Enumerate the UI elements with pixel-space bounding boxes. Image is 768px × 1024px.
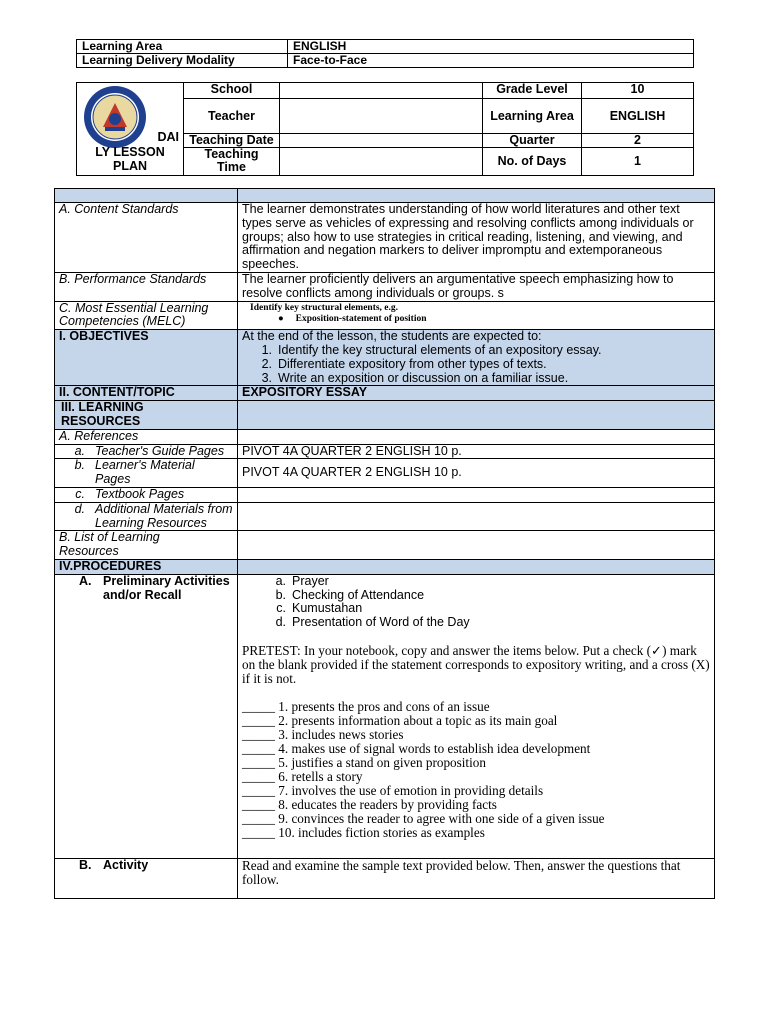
ref-teachers-guide: a. Teacher's Guide Pages — [55, 444, 238, 459]
prelim-item: b. Checking of Attendance — [275, 587, 425, 602]
content-standards-label: A. Content Standards — [55, 203, 238, 273]
days-label: No. of Days — [483, 148, 582, 176]
learning-area-header-value: ENGLISH — [582, 99, 694, 134]
melc-line-2: Exposition-statement of position — [295, 313, 427, 324]
performance-standards-text: The learner proficiently delivers an argumentative speech emphasizing how to resolve conflicts among individuals or groups. s — [238, 272, 715, 301]
preliminary-activities: A. Preliminary Activities and/or Recall — [55, 574, 238, 858]
pretest-item: _____ 9. convinces the reader to agree with one side of a given issue — [242, 810, 605, 826]
pretest-item: _____ 10. includes fiction stories as examples — [242, 824, 485, 840]
learning-resources-value — [238, 401, 715, 430]
pretest-item: _____ 4. makes use of signal words to establish idea development — [242, 740, 591, 756]
prelim-item: a. Prayer — [275, 573, 329, 588]
teaching-date-label: Teaching Date — [184, 134, 280, 148]
pretest-item: _____ 5. justifies a stand on given proposition — [242, 754, 486, 770]
pretest-item: _____ 6. retells a story — [242, 768, 363, 784]
references-value — [238, 429, 715, 444]
ref-teachers-guide-value: PIVOT 4A QUARTER 2 ENGLISH 10 p. — [238, 444, 715, 459]
deped-seal-logo — [83, 85, 147, 152]
teaching-time-value — [280, 148, 483, 176]
objective-item: 3. Write an exposition or discussion on a familiar issue. — [261, 370, 569, 385]
references-label: A. References — [55, 429, 238, 444]
quarter-label: Quarter — [483, 134, 582, 148]
title-line-2: LY LESSON — [95, 145, 165, 159]
list-resources-label: B. List of Learning Resources — [55, 531, 238, 560]
objective-item: 1. Identify the key structural elements of an expository essay. — [261, 342, 602, 357]
ref-additional-materials: d. Additional Materials from Learning Resources — [55, 502, 238, 531]
melc-label: C. Most Essential Learning Competencies (MELC) — [55, 301, 238, 330]
objectives-label: I. OBJECTIVES — [55, 330, 238, 386]
grade-level-value: 10 — [582, 83, 694, 99]
teacher-value — [280, 99, 483, 134]
logo-cell — [77, 83, 184, 176]
title-line-1: DAI — [157, 130, 179, 144]
melc-text — [238, 301, 715, 330]
objectives-list — [242, 344, 710, 385]
procedures-value — [238, 559, 715, 574]
preliminary-list — [242, 575, 710, 630]
delivery-modality-value: Face-to-Face — [288, 54, 694, 68]
preliminary-content — [238, 574, 715, 858]
content-topic-value: EXPOSITORY ESSAY — [238, 386, 715, 401]
performance-standards-label: B. Performance Standards — [55, 272, 238, 301]
melc-line-2-item — [242, 314, 710, 325]
activity-text: Read and examine the sample text provided below. Then, answer the questions that follow. — [238, 858, 715, 898]
quarter-value: 2 — [582, 134, 694, 148]
activity: B. Activity — [55, 858, 238, 898]
content-standards-text: The learner demonstrates understanding of how world literatures and other text types serve as vehicles of expressing and resolving conflicts among individuals or groups; also how to use strategies in critical reading, listening, and viewing, and affirmation and negation markers to deliver impromptu and extemporaneous speeches. — [238, 203, 715, 273]
ref-textbook-value — [238, 487, 715, 502]
title-line-3: PLAN — [112, 159, 148, 173]
objectives-intro: At the end of the lesson, the students are expected to: — [242, 329, 542, 344]
teaching-date-value — [280, 134, 483, 148]
pretest-item: _____ 3. includes news stories — [242, 726, 404, 742]
teaching-time-label: Teaching Time — [184, 148, 280, 176]
list-resources-value — [238, 531, 715, 560]
header-blank-right — [238, 189, 715, 203]
deped-seal-icon — [83, 85, 147, 149]
prelim-item: c. Kumustahan — [276, 601, 363, 616]
objectives-cell — [238, 330, 715, 386]
learning-area-header-label: Learning Area — [483, 99, 582, 134]
bullet-icon: ● — [278, 313, 296, 324]
ref-learners-material: b. Learner's Material Pages — [55, 459, 238, 488]
content-topic-label: II. CONTENT/TOPIC — [55, 386, 238, 401]
pretest-instructions: PRETEST: In your notebook, copy and answer the items below. Put a check (✓) mark on the blank provided if the statement corresponds to expository writing, and a cross (X) if it is not. — [242, 642, 710, 686]
delivery-modality-label: Learning Delivery Modality — [77, 54, 288, 68]
lesson-plan-table — [54, 188, 715, 899]
learning-resources-label: III. LEARNING RESOURCES — [55, 401, 238, 430]
prelim-item: d. Presentation of Word of the Day — [275, 615, 470, 630]
procedures-label: IV.PROCEDURES — [55, 559, 238, 574]
ref-textbook: c. Textbook Pages — [55, 487, 238, 502]
grade-level-label: Grade Level — [483, 83, 582, 99]
teacher-label: Teacher — [184, 99, 280, 134]
days-value: 1 — [582, 148, 694, 176]
pretest-item: _____ 8. educates the readers by providing facts — [242, 796, 497, 812]
pretest-items — [242, 700, 710, 840]
learning-area-label: Learning Area — [77, 40, 288, 54]
pretest-item: _____ 2. presents information about a topic as its main goal — [242, 712, 558, 728]
ref-learners-material-value: PIVOT 4A QUARTER 2 ENGLISH 10 p. — [238, 459, 715, 488]
pretest-item: _____ 7. involves the use of emotion in providing details — [242, 782, 544, 798]
melc-line-1: Identify key structural elements, e.g. — [250, 302, 399, 313]
pretest-item: _____ 1. presents the pros and cons of an issue — [242, 698, 490, 714]
ref-additional-materials-value — [238, 502, 715, 531]
school-label: School — [184, 83, 280, 99]
header-blank-left — [55, 189, 238, 203]
objective-item: 2. Differentiate expository from other types of texts. — [261, 356, 547, 371]
school-value — [280, 83, 483, 99]
lesson-plan-header — [76, 82, 694, 176]
learning-area-value: ENGLISH — [288, 40, 694, 54]
learning-area-table — [76, 39, 694, 68]
